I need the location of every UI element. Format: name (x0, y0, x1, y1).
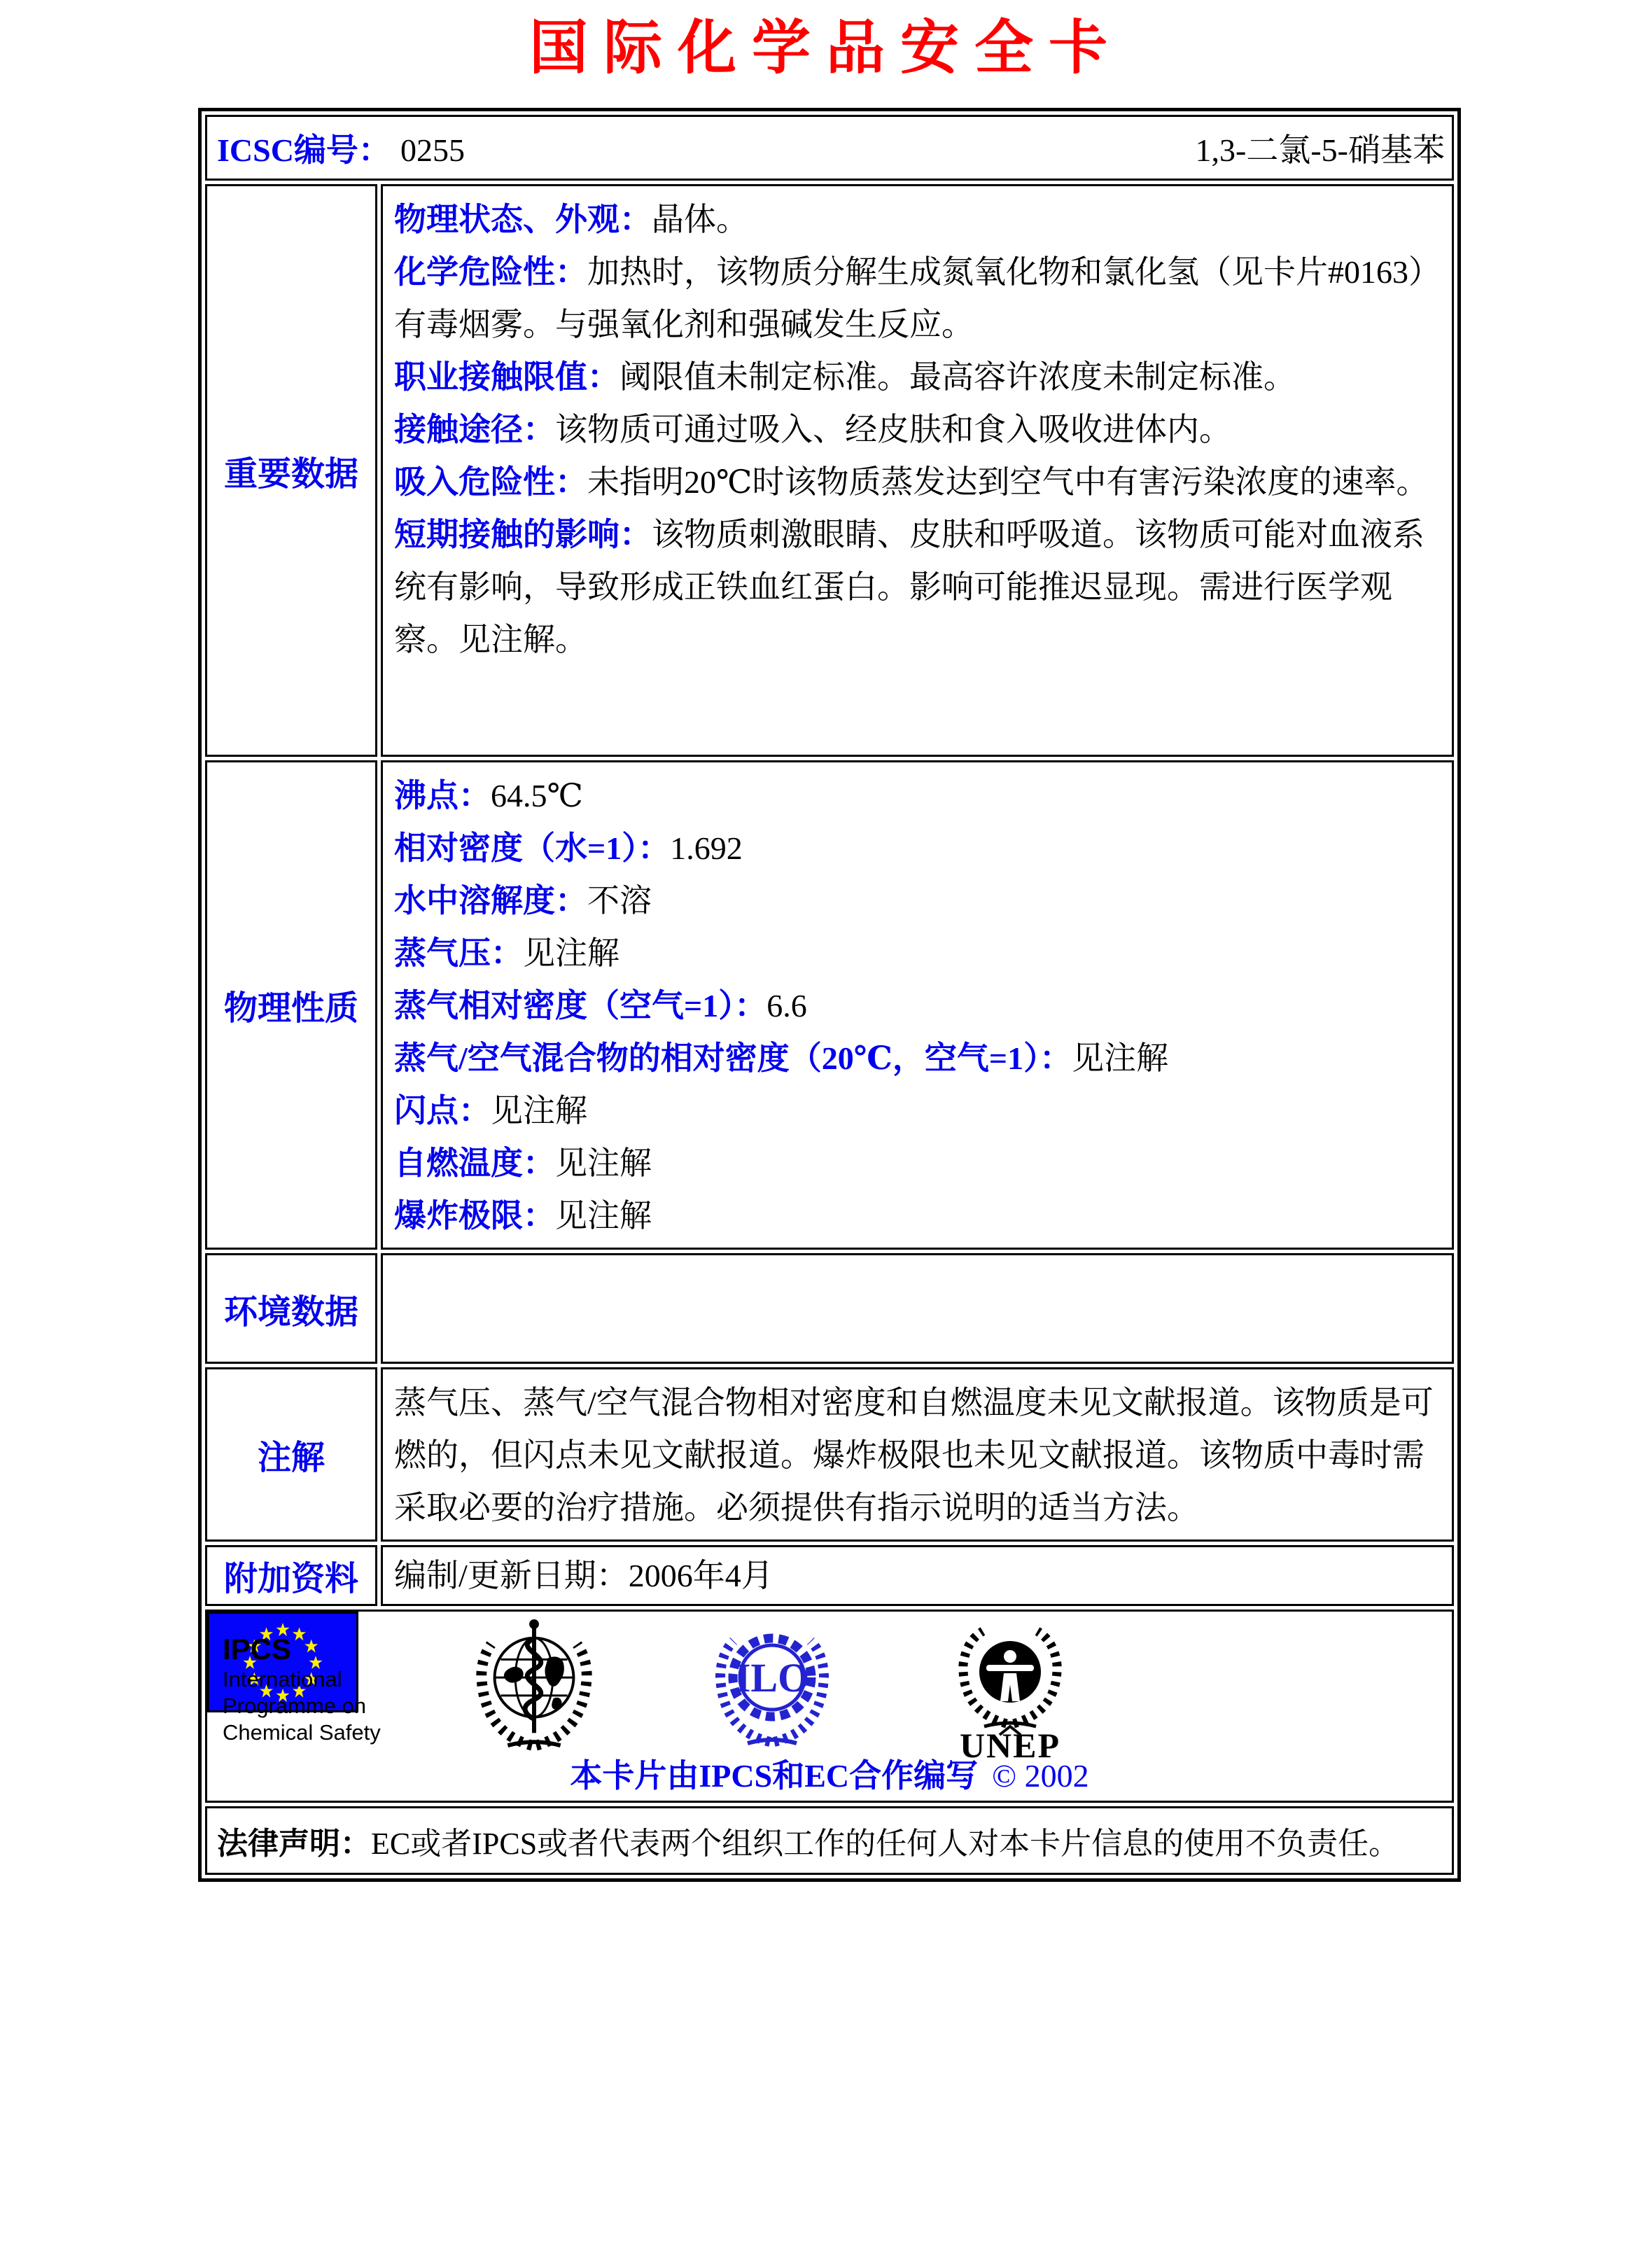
section-content (381, 1545, 1454, 1606)
ipcs-heading: IPCS (223, 1633, 292, 1666)
icsc-card-table (198, 108, 1461, 1882)
legal-text: EC或者IPCS或者代表两个组织工作的任何人对本卡片信息的使用不负责任。 (371, 1827, 1400, 1861)
field-text: 蒸气压、蒸气/空气混合物相对密度和自燃温度未见文献报道。该物质是可燃的，但闪点未见文献报道。爆炸极限也未见文献报道。该物质中毒时需采取必要的治疗措施。必须提供有指示说明的适当方法。 (394, 1385, 1434, 1526)
field-label: 蒸气相对密度（空气=1）： (394, 988, 767, 1024)
section-label-text: 物理性质 (223, 990, 358, 1027)
legal-cell (205, 1806, 1454, 1875)
field-label: 吸入危险性： (394, 464, 587, 500)
unep-logo-icon (951, 1617, 1070, 1766)
field-text: 该物质刺激眼睛、皮肤和呼吸道。该物质可能对血液系统有影响，导致形成正铁血红蛋白。影响可能推迟显现。需进行医学观察。见注解。 (394, 517, 1424, 657)
header-cell (205, 115, 1454, 181)
unep-letters: UNEP (959, 1726, 1061, 1765)
field-line (394, 1549, 1441, 1602)
field-label: 蒸气压： (394, 935, 523, 971)
chemical-name: 1,3-二氯-5-硝基苯 (1195, 132, 1445, 168)
field-label: 化学危险性： (394, 254, 587, 290)
section-row (205, 1545, 1454, 1606)
field-line (394, 403, 1441, 456)
field-label: 水中溶解度： (394, 883, 587, 919)
field-label: 爆炸极限： (394, 1198, 555, 1234)
icsc-number-label: ICSC编号： (217, 132, 391, 168)
logos-cell (205, 1610, 1454, 1803)
who-logo-icon (465, 1616, 603, 1756)
section-row (205, 1367, 1454, 1542)
field-line (394, 927, 1441, 979)
field-line (394, 1032, 1441, 1084)
page-title: 国际化学品安全卡 (528, 16, 1123, 81)
section-label (205, 760, 377, 1250)
ilo-letters: ILO (734, 1655, 810, 1701)
footer-caption (207, 1750, 1452, 1796)
section-content (381, 1253, 1454, 1364)
section-row (205, 184, 1454, 757)
ipcs-line: International (223, 1667, 342, 1691)
field-line (394, 1084, 1441, 1137)
section-row (205, 760, 1454, 1250)
footer-copyright: © 2002 (992, 1758, 1089, 1794)
field-text: 见注解 (1072, 1040, 1169, 1076)
field-line (394, 1137, 1441, 1189)
field-label: 短期接触的影响： (394, 517, 652, 552)
field-line (394, 1376, 1441, 1534)
section-row (205, 1253, 1454, 1364)
legal-label: 法律声明： (217, 1827, 371, 1861)
footer-caption-text: 本卡片由IPCS和EC合作编写 (570, 1758, 979, 1794)
icsc-number-group (217, 125, 465, 171)
field-line (394, 1189, 1441, 1242)
field-line (394, 769, 1441, 822)
legal-row (205, 1806, 1454, 1875)
field-label: 蒸气/空气混合物的相对密度（20℃，空气=1）： (394, 1040, 1072, 1076)
section-label (205, 1253, 377, 1364)
field-text: 该物质可通过吸入、经皮肤和食入吸收进体内。 (555, 412, 1231, 447)
field-text: 见注解 (555, 1198, 652, 1234)
field-line (394, 193, 1441, 246)
ilo-logo-icon (708, 1621, 836, 1747)
field-text: 1.692 (670, 830, 743, 866)
field-line (394, 456, 1441, 508)
ipcs-text-block (223, 1633, 381, 1746)
field-label: 职业接触限值： (394, 359, 620, 395)
section-label-text: 重要数据 (223, 455, 358, 493)
ipcs-line: Chemical Safety (223, 1720, 381, 1745)
section-label-text: 注解 (257, 1439, 325, 1476)
field-line (394, 874, 1441, 927)
field-line (394, 979, 1441, 1032)
field-text: 见注解 (555, 1145, 652, 1181)
field-line (394, 822, 1441, 874)
section-content (381, 760, 1454, 1250)
field-label: 相对密度（水=1）： (394, 830, 671, 866)
field-text: 不溶 (587, 883, 652, 919)
field-label: 自燃温度： (394, 1145, 555, 1181)
icsc-number-value: 0255 (400, 132, 465, 168)
field-text: 见注解 (523, 935, 620, 971)
section-label (205, 1367, 377, 1542)
field-line (394, 351, 1441, 403)
logos-row (205, 1610, 1454, 1803)
field-text: 加热时，该物质分解生成氮氧化物和氯化氢（见卡片#0163）有毒烟雾。与强氧化剂和强碱发生反应。 (394, 254, 1441, 342)
section-label-text: 环境数据 (223, 1293, 358, 1331)
field-text: 晶体。 (652, 202, 748, 237)
field-line (394, 508, 1441, 666)
field-text: 未指明20℃时该物质蒸发达到空气中有害污染浓度的速率。 (587, 464, 1429, 500)
section-content (381, 1367, 1454, 1542)
field-label: 沸点： (394, 778, 491, 814)
field-label: 接触途径： (394, 412, 555, 447)
field-text: 64.5℃ (491, 778, 583, 814)
section-label (205, 184, 377, 757)
section-content (381, 184, 1454, 757)
header-row (205, 115, 1454, 181)
ipcs-line: Programme on (223, 1694, 367, 1718)
field-text: 编制/更新日期：2006年4月 (394, 1558, 774, 1593)
field-line (394, 246, 1441, 351)
field-text: 阈限值未制定标准。最高容许浓度未制定标准。 (620, 359, 1296, 395)
field-label: 物理状态、外观： (394, 202, 652, 237)
field-text: 6.6 (766, 988, 807, 1024)
section-label-text: 附加资料 (223, 1561, 358, 1598)
field-label: 闪点： (394, 1093, 491, 1129)
section-label (205, 1545, 377, 1606)
field-text: 见注解 (491, 1093, 587, 1129)
